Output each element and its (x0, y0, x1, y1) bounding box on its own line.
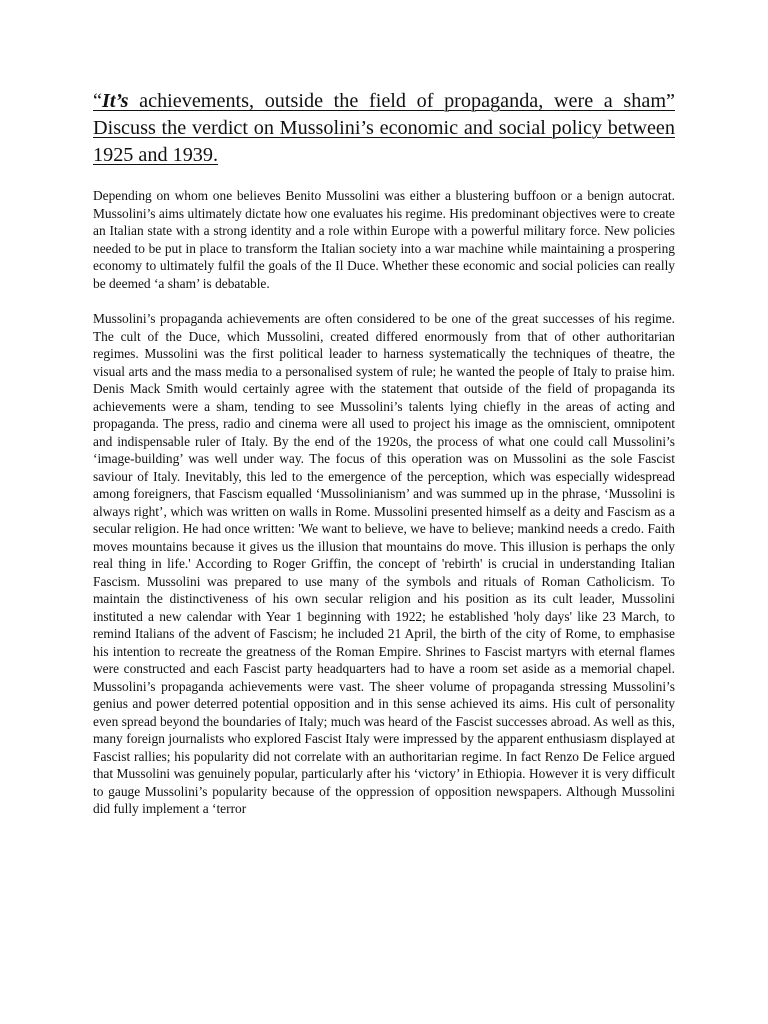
title-open-quote: “ (93, 90, 102, 112)
title-emphasis: It’s (101, 90, 129, 112)
document-page (93, 88, 675, 836)
title-text: achievements, outside the field of propaganda, were a sham” Discuss the verdict on Mussolini’s economic and social policy between 1925 and 1939. (93, 90, 675, 166)
paragraph-propaganda: Mussolini’s propaganda achievements are often considered to be one of the great successes of his regime. The cult of the Duce, which Mussolini, created differed enormously from that of other authoritarian regimes. Mussolini was the first political leader to harness systematically the techniques of theatre, the visual arts and the mass media to a personalised system of rule; he wanted the people of Italy to praise him. Denis Mack Smith would certainly agree with the statement that outside of the field of propaganda its achievements were a sham, tending to see Mussolini’s talents lying chiefly in the areas of acting and propaganda. The press, radio and cinema were all used to project his image as the omniscient, omnipotent and indispensable ruler of Italy. By the end of the 1920s, the process of what one could call Mussolini’s ‘image-building’ was well under way. The focus of this operation was on Mussolini as the sole Fascist saviour of Italy. Inevitably, this led to the emergence of the perception, which was especially widespread among foreigners, that Fascism equalled ‘Mussolinianism’ and was summed up in the phrase, ‘Mussolini is always right’, which was written on walls in Rome. Mussolini presented himself as a deity and Fascism as a secular religion. He had once written: 'We want to believe, we have to believe; mankind needs a credo. Faith moves mountains because it gives us the illusion that mountains do move. This illusion is perhaps the only real thing in life.' According to Roger Griffin, the concept of 'rebirth' is crucial in understanding Italian Fascism. Mussolini was prepared to use many of the symbols and rituals of Roman Catholicism. To maintain the distinctiveness of his own secular religion and his position as its cult leader, Mussolini instituted a new calendar with Year 1 beginning with 1922; he established 'holy days' like 23 March, to remind Italians of the advent of Fascism; he included 21 April, the birth of the city of Rome, to emphasise his intention to recreate the greatness of the Roman Empire. Shrines to Fascist martyrs with eternal flames were constructed and each Fascist party headquarters had to have a room set aside as a memorial chapel. Mussolini’s propaganda achievements were vast. The sheer volume of propaganda stressing Mussolini’s genius and power deterred potential opposition and in this sense achieved its aims. His cult of personality even spread beyond the boundaries of Italy; much was heard of the Fascist successes abroad. As well as this, many foreign journalists who explored Fascist Italy were impressed by the apparent enthusiasm displayed at Fascist rallies; his popularity did not correlate with an authoritarian regime. In fact Renzo De Felice argued that Mussolini was genuinely popular, particularly after his ‘victory’ in Ethiopia. However it is very difficult to gauge Mussolini’s popularity because of the oppression of opposition newspapers. Although Mussolini did fully implement a ‘terror (93, 311, 675, 816)
essay-title (93, 88, 675, 169)
paragraph-intro: Depending on whom one believes Benito Mussolini was either a blustering buffoon or a benign autocrat. Mussolini’s aims ultimately dictate how one evaluates his regime. His predominant objectives were to create an Italian state with a strong identity and a role within Europe with a powerful military force. New policies needed to be put in place to transform the Italian society into a war machine while maintaining a prospering economy to ultimately fulfil the goals of the Il Duce. Whether these economic and social policies can really be deemed ‘a sham’ is debatable. (93, 188, 675, 291)
